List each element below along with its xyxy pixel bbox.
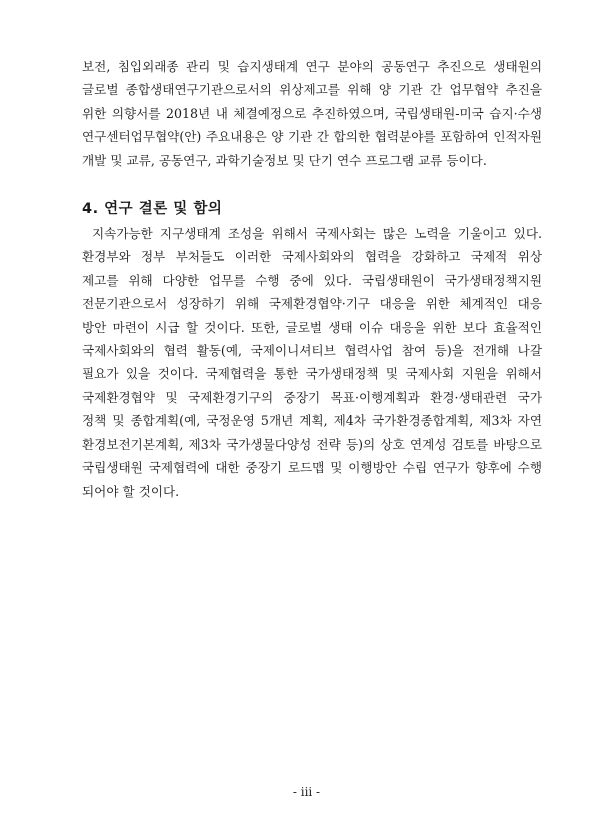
text-line: 제고를 위해 다양한 업무를 수행 중에 있다. 국립생태원이 국가생태정책지원 bbox=[82, 272, 542, 288]
text-line: 위한 의향서를 2018년 내 체결예정으로 추진하였으며, 국립생태원-미국 습지·수생 bbox=[82, 105, 542, 121]
text-line: 보전, 침입외래종 관리 및 습지생태계 연구 분야의 공동연구 추진으로 생태원의 bbox=[82, 59, 542, 74]
section-body bbox=[82, 222, 542, 503]
text-line: 국립생태원 국제협력에 대한 중장기 로드맵 및 이행방안 수립 연구가 향후에 수행 bbox=[82, 460, 542, 476]
document-page bbox=[82, 55, 542, 503]
text-line: 지속가능한 지구생태계 조성을 위해서 국제사회는 많은 노력을 기울이고 있다. bbox=[92, 226, 542, 242]
text-line: 개발 및 교류, 공동연구, 과학기술정보 및 단기 연수 프로그램 교류 등이다. bbox=[82, 152, 487, 168]
text-line: 되어야 할 것이다. bbox=[82, 483, 180, 499]
text-line: 필요가 있을 것이다. 국제협력을 통한 국가생태정책 및 국제사회 지원을 위해서 bbox=[82, 366, 542, 382]
text-line: 방안 마련이 시급 할 것이다. 또한, 글로벌 생태 이슈 대응을 위한 보다 효율적인 bbox=[82, 319, 542, 335]
page-number: - iii - bbox=[292, 785, 321, 799]
text-line: 전문기관으로서 성장하기 위해 국제환경협약·기구 대응을 위한 체계적인 대응 bbox=[82, 296, 542, 312]
text-line: 정책 및 종합계획(예, 국정운영 5개년 계획, 제4차 국가환경종합계획, 제3차 자연 bbox=[82, 413, 542, 429]
text-line: 환경부와 정부 부처들도 이러한 국제사회와의 협력을 강화하고 국제적 위상 bbox=[82, 249, 542, 265]
text-line: 환경보전기본계획, 제3차 국가생물다양성 전략 등)의 상호 연계성 검토를 바탕으로 bbox=[82, 436, 542, 452]
text-line: 글로벌 종합생태연구기관으로서의 위상제고를 위해 양 기관 간 업무협약 추진을 bbox=[82, 82, 542, 98]
section-heading: 4. 연구 결론 및 함의 bbox=[82, 201, 223, 218]
paragraph-continuation bbox=[82, 55, 542, 172]
text-line: 국제사회와의 협력 활동(예, 국제이니셔티브 협력사업 참여 등)을 전개해 나갈 bbox=[82, 343, 542, 359]
text-line: 국제환경협약 및 국제환경기구의 중장기 목표·이행계획과 환경·생태관련 국가 bbox=[82, 389, 542, 405]
text-line: 연구센터업무협약(안) 주요내용은 양 기관 간 합의한 협력분야를 포함하여 인적자원 bbox=[82, 129, 542, 145]
